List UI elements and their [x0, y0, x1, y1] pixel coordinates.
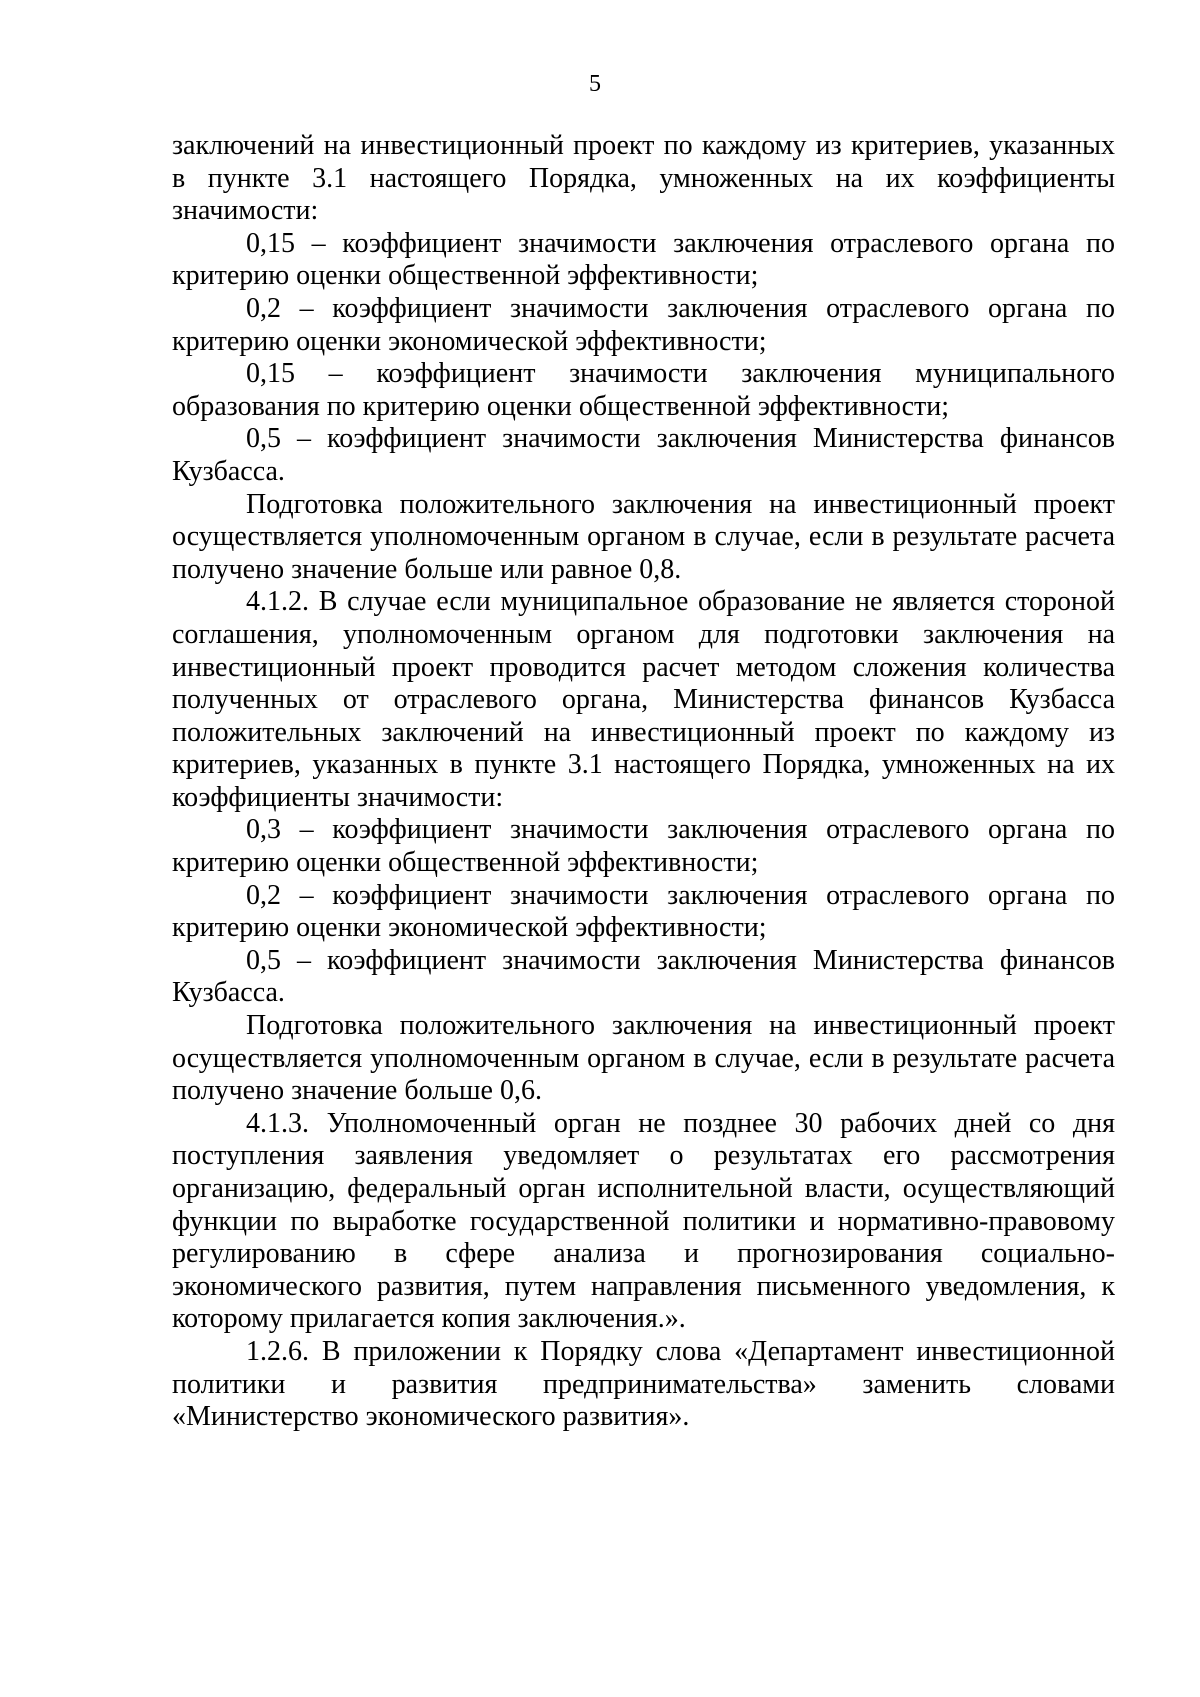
- paragraph-clause-4-1-2: 4.1.2. В случае если муниципальное образование не является стороной соглашения, уполномоченным органом для подготовки заключения на инвестиционный проект проводится расчет методом сложения количества полученных от отраслевого органа, Министерства финансов Кузбасса положительных заключений на инвестиционный проект по каждому из критериев, указанных в пункте 3.1 настоящего Порядка, умноженных на их коэффициенты значимости:: [172, 586, 1115, 813]
- paragraph-coefficient: 0,3 – коэффициент значимости заключения отраслевого органа по критерию оценки общественной эффективности;: [172, 814, 1115, 879]
- paragraph-clause-4-1-3: 4.1.3. Уполномоченный орган не позднее 30 рабочих дней со дня поступления заявления уведомляет о результатах его рассмотрения организацию, федеральный орган исполнительной власти, осуществляющий функции по выработке государственной политики и нормативно-правовому регулированию в сфере анализа и прогнозирования социально-экономического развития, путем направления письменного уведомления, к которому прилагается копия заключения.».: [172, 1107, 1115, 1335]
- page-number: 5: [589, 71, 601, 97]
- paragraph-condition: Подготовка положительного заключения на инвестиционный проект осуществляется уполномоченным органом в случае, если в результате расчета получено значение больше или равное 0,8.: [172, 488, 1115, 585]
- paragraph-coefficient: 0,5 – коэффициент значимости заключения Министерства финансов Кузбасса.: [172, 423, 1115, 487]
- paragraph-coefficient: 0,5 – коэффициент значимости заключения Министерства финансов Кузбасса.: [172, 944, 1115, 1009]
- paragraph-coefficient: 0,2 – коэффициент значимости заключения отраслевого органа по критерию оценки экономической эффективности;: [172, 292, 1115, 357]
- document-body: [172, 130, 1115, 1434]
- paragraph-continuation: заключений на инвестиционный проект по каждому из критериев, указанных в пункте 3.1 настоящего Порядка, умноженных на их коэффициенты значимости:: [172, 130, 1115, 227]
- paragraph-coefficient: 0,2 – коэффициент значимости заключения отраслевого органа по критерию оценки экономической эффективности;: [172, 879, 1115, 944]
- paragraph-coefficient: 0,15 – коэффициент значимости заключения муниципального образования по критерию оценки общественной эффективности;: [172, 358, 1115, 422]
- paragraph-clause-1-2-6: 1.2.6. В приложении к Порядку слова «Департамент инвестиционной политики и развития предпринимательства» заменить словами «Министерство экономического развития».: [172, 1335, 1115, 1433]
- paragraph-condition: Подготовка положительного заключения на инвестиционный проект осуществляется уполномоченным органом в случае, если в результате расчета получено значение больше 0,6.: [172, 1010, 1115, 1107]
- paragraph-coefficient: 0,15 – коэффициент значимости заключения отраслевого органа по критерию оценки общественной эффективности;: [172, 227, 1115, 292]
